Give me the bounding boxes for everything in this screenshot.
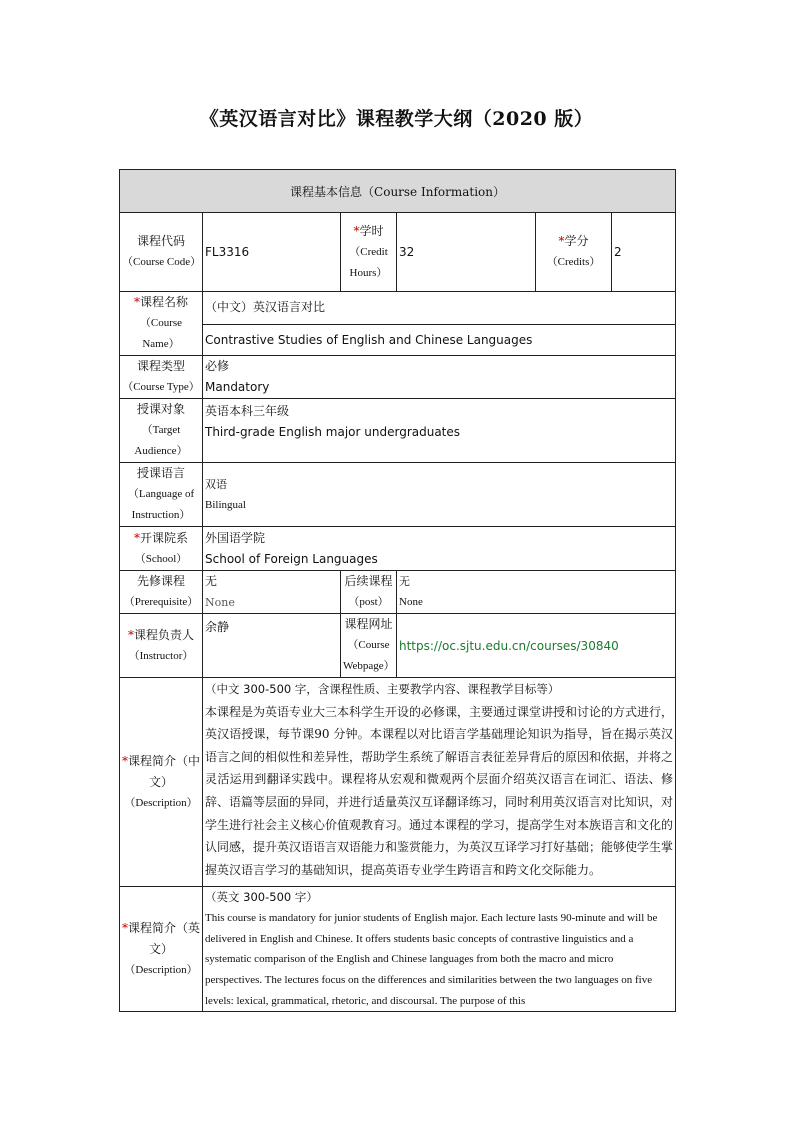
school-row [120,527,676,571]
description-zh-text: 本课程是为英语专业大三本科学生开设的必修课，主要通过课堂讲授和讨论的方式进行，英汉语授课，每节课90 分钟。本课程以对比语言学基础理论知识为指导，旨在揭示英汉语言之间的相似性和差异性，帮助学生系统了解语言表征差异背后的原因和依据，并将之灵活运用到翻译实践中。课程将从宏观和微观两个层面介绍英汉语言在词汇、语法、修辞、语篇等层面的异同，并进行适量英汉互译翻译练习，同时利用英汉语言对比知识，对学生进行社会主义核心价值观教育习。通过本课程的学习，提高学生对本族语言和文化的认同感，提升英汉语语言双语能力和鉴赏能力，为英汉互译学习打好基础；能够使学生掌握英汉语言学习的基础知识，提高英语专业学生跨语言和跨文化交际能力。 [205,704,674,877]
credit-hours-label: *学时 （Credit Hours） [341,213,397,292]
target-audience-label: 授课对象 （Target Audience） [120,399,203,463]
school-label: *开课院系 （School） [120,527,203,571]
instructor-value: 余静 [203,614,341,678]
document-title: 《英汉语言对比》课程教学大纲（2020 版） [199,108,594,130]
description-en-value [203,887,676,1012]
header-row [120,170,676,213]
target-audience-value: 英语本科三年级 Third-grade English major undergraduates [203,399,676,463]
course-info-table [119,169,676,1012]
course-webpage-link[interactable]: https://oc.sjtu.edu.cn/courses/30840 [397,614,676,678]
course-type-label: 课程类型 （Course Type） [120,356,203,399]
section-header: 课程基本信息（Course Information） [120,170,676,213]
description-en-note: （英文 300-500 字） [205,890,318,904]
prerequisite-label: 先修课程 （Prerequisite） [120,571,203,614]
description-en-text: This course is mandatory for junior students of English major. Each lecture lasts 90-minute and will be delivered in English and Chinese. It offers students basic concepts of contrastive linguistics and a systematic comparison of the English and Chinese languages from both the macro and micro perspectives. The lectures focus on the differences and similarities between the two languages on five levels: lexical, grammatical, rhetoric, and discoursal. The purpose of this [205,911,658,1007]
instructor-label: *课程负责人 （Instructor） [120,614,203,678]
code-row [120,213,676,292]
description-zh-value [203,678,676,887]
language-row [120,463,676,527]
credits-label: *学分 （Credits） [536,213,612,292]
prerequisite-value: 无 None [203,571,341,614]
course-code-value: FL3316 [203,213,341,292]
course-name-en: Contrastive Studies of English and Chinese Languages [203,324,676,356]
instruction-language-value: 双语 Bilingual [203,463,676,527]
webpage-label: 课程网址 （Course Webpage） [341,614,397,678]
description-en-label: *课程简介（英 文） （Description） [120,887,203,1012]
description-en-row [120,887,676,1012]
instruction-language-label: 授课语言 （Language of Instruction） [120,463,203,527]
name-row-zh [120,292,676,325]
course-type-value: 必修 Mandatory [203,356,676,399]
audience-row [120,399,676,463]
description-zh-label: *课程简介（中 文） （Description） [120,678,203,887]
post-course-label: 后续课程 （post） [341,571,397,614]
type-row [120,356,676,399]
instructor-row [120,614,676,678]
credits-value: 2 [612,213,676,292]
description-zh-row [120,678,676,887]
description-zh-note: （中文 300-500 字，含课程性质、主要教学内容、课程教学目标等） [205,682,560,696]
course-code-label: 课程代码 （Course Code） [120,213,203,292]
post-course-value: 无 None [397,571,676,614]
credit-hours-value: 32 [397,213,536,292]
course-name-label: *课程名称 （Course Name） [120,292,203,356]
course-name-zh: （中文）英汉语言对比 [203,292,676,325]
school-value: 外国语学院 School of Foreign Languages [203,527,676,571]
prereq-row [120,571,676,614]
name-row-en [120,324,676,356]
